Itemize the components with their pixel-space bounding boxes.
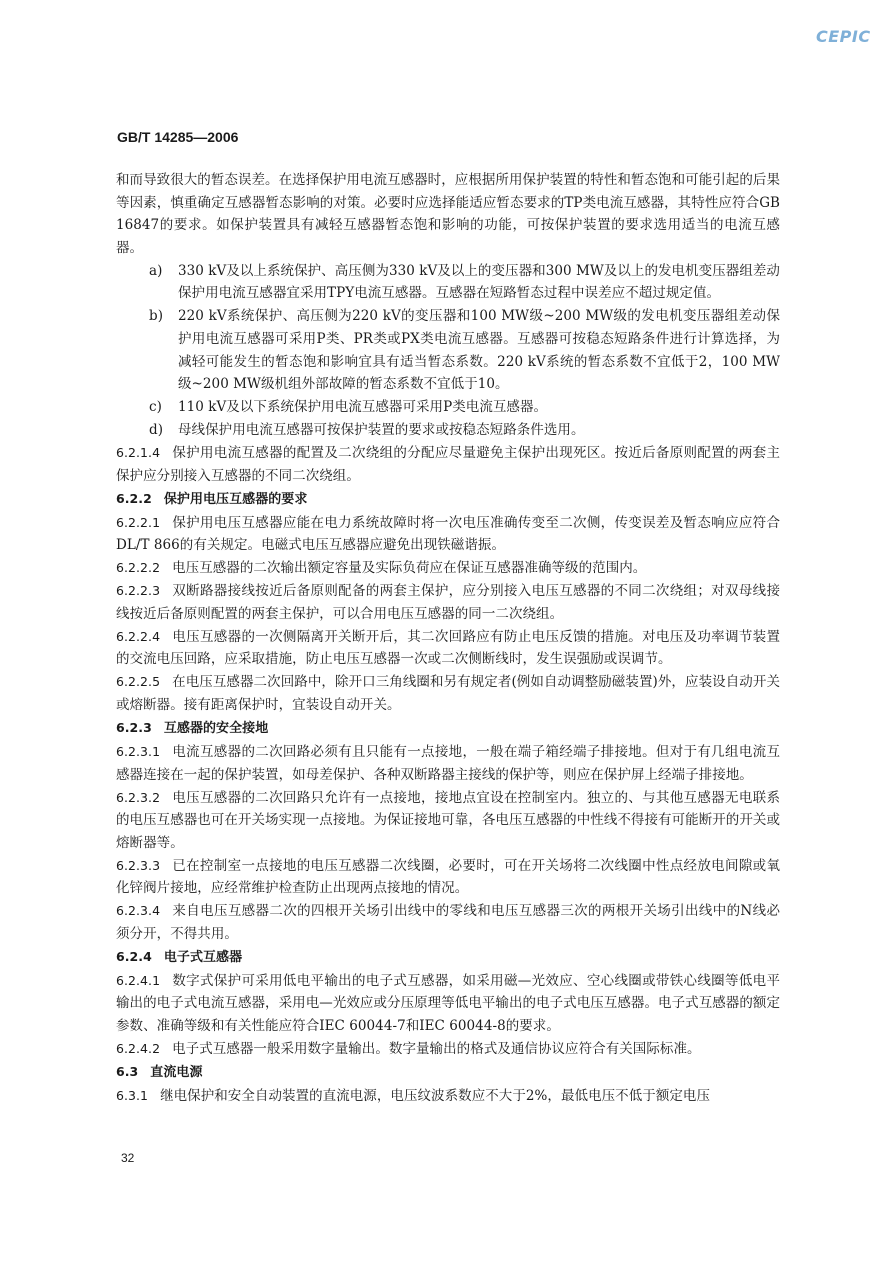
list-item-text: 330 kV及以上系统保护、高压侧为330 kV及以上的变压器和300 MW及以上的发电机变压器组差动保护用电流互感器宜采用TPY电流互感器。互感器在短路暂态过程中误差应不超过规定值。 — [178, 262, 780, 302]
standard-code-header: GB/T 14285—2006 — [117, 129, 239, 145]
clause-number: 6.2.1.4 — [116, 445, 161, 461]
clause-text: 已在控制室一点接地的电压互感器二次线圈，必要时，可在开关场将二次线圈中性点经放电间隙或氧化锌阀片接地，应经常维护检查防止出现两点接地的情况。 — [116, 857, 780, 897]
clause-6-2-2-5 — [116, 671, 780, 716]
clause-text: 双断路器接线按近后备原则配备的两套主保护，应分别接入电压互感器的不同二次绕组；对双母线接线按近后备原则配置的两套主保护，可以合用电压互感器的同一二次绕组。 — [116, 583, 780, 622]
section-title: 直流电源 — [150, 1064, 203, 1080]
clause-text: 电压互感器的二次输出额定容量及实际负荷应在保证互感器准确等级的范围内。 — [172, 560, 647, 577]
clause-number: 6.2.3.1 — [116, 743, 161, 759]
list-item-text: 220 kV系统保护、高压侧为220 kV的变压器和100 MW级~200 MW级的发电机变压器组差动保护用电流互感器可采用P类、PR类或PX类电流互感器。互感器可按稳态短路条件进行计算选择，为减轻可能发生的暂态饱和影响宜具有适当暂态系数。220 kV系统的暂态系数不宜低于2，100 MW级~200 MW级机组外部故障的暂态系数不宜低于10。 — [178, 308, 780, 393]
list-item-c — [116, 396, 780, 419]
list-marker: d) — [149, 422, 164, 439]
clause-number: 6.2.2.4 — [116, 628, 161, 644]
section-heading-6-2-2 — [116, 488, 780, 512]
cepic-watermark-logo: CEPIC — [816, 27, 871, 46]
clause-6-2-2-3 — [116, 580, 780, 625]
clause-text: 数字式保护可采用低电平输出的电子式互感器，如采用磁—光效应、空心线圈或带铁心线圈等低电平输出的电子式电流互感器，采用电—光效应或分压原理等低电平输出的电子式电压互感器。电子式互感器的额定参数、准确等级和有关性能应符合IEC 60044-7和IEC 60044-8的要求。 — [116, 972, 780, 1034]
clause-number: 6.2.2.1 — [116, 514, 161, 530]
list-item-text: 母线保护用电流互感器可按保护装置的要求或按稳态短路条件选用。 — [178, 422, 585, 439]
clause-6-2-3-4 — [116, 900, 780, 945]
clause-6-2-3-2 — [116, 787, 780, 855]
clause-text: 保护用电流互感器的配置及二次绕组的分配应尽量避免主保护出现死区。按近后备原则配置的两套主保护应分别接入互感器的不同二次绕组。 — [116, 445, 780, 484]
clause-6-3-1 — [116, 1085, 780, 1108]
clause-text: 保护用电压互感器应能在电力系统故障时将一次电压准确传变至二次侧，传变误差及暂态响应应符合DL/T 866的有关规定。电磁式电压互感器应避免出现铁磁谐振。 — [116, 514, 780, 554]
list-marker: b) — [149, 308, 164, 325]
list-marker: c) — [149, 399, 162, 416]
section-heading-6-3 — [116, 1061, 780, 1085]
clause-6-2-3-3 — [116, 855, 780, 900]
clause-6-2-4-2 — [116, 1038, 780, 1061]
section-title: 互感器的安全接地 — [163, 720, 269, 736]
clause-number: 6.2.3.4 — [116, 903, 161, 919]
page-number: 32 — [121, 1151, 135, 1165]
intro-paragraph: 和而导致很大的暂态误差。在选择保护用电流互感器时，应根据所用保护装置的特性和暂态饱和可能引起的后果等因素，慎重确定互感器暂态影响的对策。必要时应选择能适应暂态要求的TP类电流互感器，其特性应符合GB 16847的要求。如保护装置具有减轻互感器暂态饱和影响的功能，可按保护装置的要求选用适当的电流互感器。 — [116, 172, 780, 256]
clause-6-2-2-4 — [116, 626, 780, 671]
section-heading-6-2-3 — [116, 717, 780, 741]
section-number: 6.2.2 — [116, 490, 152, 506]
clause-number: 6.2.4.1 — [116, 972, 161, 988]
clause-number: 6.2.2.2 — [116, 560, 161, 576]
clause-text: 来自电压互感器二次的四根开关场引出线中的零线和电压互感器三次的两根开关场引出线中的N线必须分开，不得共用。 — [116, 903, 780, 942]
list-item-text: 110 kV及以下系统保护用电流互感器可采用P类电流互感器。 — [178, 399, 548, 416]
clause-text: 电流互感器的二次回路必须有且只能有一点接地，一般在端子箱经端子排接地。但对于有几组电流互感器连接在一起的保护装置，如母差保护、各种双断路器主接线的保护等，则应在保护屏上经端子排接地。 — [116, 743, 780, 783]
list-marker: a) — [149, 262, 163, 279]
clause-number: 6.2.4.2 — [116, 1040, 161, 1056]
list-item-d — [116, 419, 780, 442]
clause-number: 6.2.3.3 — [116, 857, 161, 873]
section-number: 6.2.4 — [116, 948, 152, 964]
clause-number: 6.2.2.3 — [116, 583, 161, 599]
list-item-a — [116, 260, 780, 305]
clause-text: 电压互感器的二次回路只允许有一点接地，接地点宜设在控制室内。独立的、与其他互感器无电联系的电压互感器也可在开关场实现一点接地。为保证接地可靠，各电压互感器的中性线不得接有可能断开的开关或熔断器等。 — [116, 789, 780, 851]
clause-6-2-2-1 — [116, 512, 780, 557]
clause-text: 在电压互感器二次回路中，除开口三角线圈和另有规定者(例如自动调整励磁装置)外，应装设自动开关或熔断器。接有距离保护时，宜装设自动开关。 — [116, 674, 780, 713]
clause-text: 继电保护和安全自动装置的直流电源，电压纹波系数应不大于2%，最低电压不低于额定电压 — [160, 1087, 711, 1104]
clause-6-2-2-2 — [116, 557, 780, 580]
clause-6-2-3-1 — [116, 741, 780, 786]
section-title: 电子式互感器 — [163, 949, 243, 965]
clause-text: 电子式互感器一般采用数字量输出。数字量输出的格式及通信协议应符合有关国际标准。 — [172, 1040, 701, 1057]
clause-6-2-1-4 — [116, 442, 780, 487]
clause-number: 6.3.1 — [116, 1087, 149, 1103]
section-heading-6-2-4 — [116, 946, 780, 970]
section-number: 6.3 — [116, 1063, 139, 1079]
clause-6-2-4-1 — [116, 970, 780, 1038]
section-number: 6.2.3 — [116, 719, 152, 735]
document-body — [116, 169, 780, 1108]
clause-number: 6.2.3.2 — [116, 789, 161, 805]
list-item-b — [116, 305, 780, 395]
clause-number: 6.2.2.5 — [116, 674, 161, 690]
section-title: 保护用电压互感器的要求 — [163, 491, 308, 507]
clause-text: 电压互感器的一次侧隔离开关断开后，其二次回路应有防止电压反馈的措施。对电压及功率调节装置的交流电压回路，应采取措施，防止电压互感器一次或二次侧断线时，发生误强励或误调节。 — [116, 628, 780, 668]
